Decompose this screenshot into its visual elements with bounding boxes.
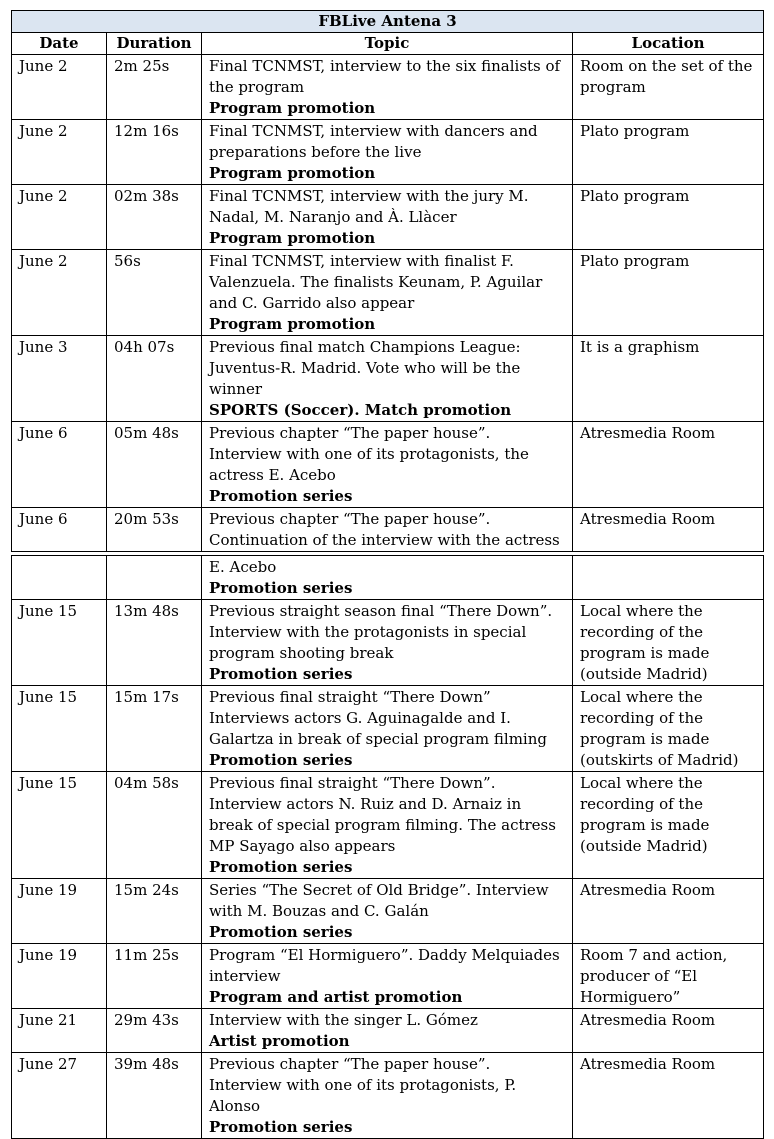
promotion-category: Program promotion bbox=[209, 99, 376, 117]
topic-text: Interview with the singer L. Gómez bbox=[209, 1011, 478, 1029]
header-topic: Topic bbox=[202, 33, 573, 55]
cell-location: Atresmedia Room bbox=[573, 422, 764, 508]
header-location: Location bbox=[573, 33, 764, 55]
promotion-category: Promotion series bbox=[209, 579, 353, 597]
topic-text: Previous straight season final “There Down”. Interview with the protagonists in special program shooting break bbox=[209, 602, 553, 662]
schedule-table-container bbox=[11, 10, 763, 1139]
cell-duration: 2m 25s bbox=[107, 55, 202, 120]
cell-topic bbox=[202, 556, 573, 600]
cell-date: June 19 bbox=[12, 944, 107, 1009]
schedule-table bbox=[11, 10, 764, 1139]
topic-text: Series “The Secret of Old Bridge”. Interview with M. Bouzas and C. Galán bbox=[209, 881, 549, 920]
table-row bbox=[12, 422, 764, 508]
cell-location: Local where the recording of the program is made (outskirts of Madrid) bbox=[573, 686, 764, 772]
cell-location: Room on the set of the program bbox=[573, 55, 764, 120]
promotion-category: Promotion series bbox=[209, 487, 353, 505]
table-row bbox=[12, 772, 764, 879]
cell-location: Atresmedia Room bbox=[573, 1053, 764, 1139]
cell-topic bbox=[202, 508, 573, 552]
table-row bbox=[12, 686, 764, 772]
table-row bbox=[12, 120, 764, 185]
cell-date: June 6 bbox=[12, 508, 107, 552]
table-row bbox=[12, 879, 764, 944]
cell-date: June 21 bbox=[12, 1009, 107, 1053]
promotion-category: SPORTS (Soccer). Match promotion bbox=[209, 401, 512, 419]
topic-text: Previous final straight “There Down”. Interview actors N. Ruiz and D. Arnaiz in break of special program filming. The actress MP Sayago also appears bbox=[209, 774, 556, 855]
topic-text: Previous chapter “The paper house”. Interview with one of its protagonists, P. Alonso bbox=[209, 1055, 517, 1115]
cell-location: Plato program bbox=[573, 250, 764, 336]
cell-duration: 04m 58s bbox=[107, 772, 202, 879]
cell-topic bbox=[202, 879, 573, 944]
topic-text: Final TCNMST, interview to the six finalists of the program bbox=[209, 57, 561, 96]
table-row bbox=[12, 185, 764, 250]
cell-duration: 15m 24s bbox=[107, 879, 202, 944]
cell-duration: 20m 53s bbox=[107, 508, 202, 552]
table-row bbox=[12, 556, 764, 600]
cell-topic bbox=[202, 1053, 573, 1139]
cell-location: Atresmedia Room bbox=[573, 879, 764, 944]
promotion-category: Promotion series bbox=[209, 858, 353, 876]
table-row bbox=[12, 1009, 764, 1053]
cell-duration: 15m 17s bbox=[107, 686, 202, 772]
topic-text: E. Acebo bbox=[209, 558, 277, 576]
promotion-category: Artist promotion bbox=[209, 1032, 350, 1050]
table-row bbox=[12, 600, 764, 686]
cell-topic bbox=[202, 686, 573, 772]
table-row bbox=[12, 55, 764, 120]
cell-date: June 2 bbox=[12, 250, 107, 336]
cell-duration: 02m 38s bbox=[107, 185, 202, 250]
cell-topic bbox=[202, 185, 573, 250]
cell-topic bbox=[202, 120, 573, 185]
table-row bbox=[12, 1053, 764, 1139]
topic-text: Previous chapter “The paper house”. Interview with one of its protagonists, the actress E. Acebo bbox=[209, 424, 529, 484]
cell-topic bbox=[202, 600, 573, 686]
promotion-category: Promotion series bbox=[209, 751, 353, 769]
cell-location: Plato program bbox=[573, 120, 764, 185]
cell-date: June 2 bbox=[12, 185, 107, 250]
cell-date: June 19 bbox=[12, 879, 107, 944]
table-row bbox=[12, 944, 764, 1009]
cell-duration: 04h 07s bbox=[107, 336, 202, 422]
promotion-category: Promotion series bbox=[209, 665, 353, 683]
cell-duration: 29m 43s bbox=[107, 1009, 202, 1053]
cell-duration: 13m 48s bbox=[107, 600, 202, 686]
topic-text: Previous final straight “There Down” Interviews actors G. Aguinagalde and I. Galartza in break of special program filming bbox=[209, 688, 547, 748]
cell-date: June 3 bbox=[12, 336, 107, 422]
table-body bbox=[12, 55, 764, 1139]
cell-location: It is a graphism bbox=[573, 336, 764, 422]
cell-topic bbox=[202, 944, 573, 1009]
cell-date: June 6 bbox=[12, 422, 107, 508]
topic-text: Program “El Hormiguero”. Daddy Melquiades interview bbox=[209, 946, 560, 985]
cell-duration: 12m 16s bbox=[107, 120, 202, 185]
cell-topic bbox=[202, 772, 573, 879]
table-row bbox=[12, 250, 764, 336]
cell-topic bbox=[202, 422, 573, 508]
topic-text: Previous chapter “The paper house”. Continuation of the interview with the actress bbox=[209, 510, 560, 549]
cell-date: June 27 bbox=[12, 1053, 107, 1139]
promotion-category: Program promotion bbox=[209, 229, 376, 247]
cell-topic bbox=[202, 55, 573, 120]
topic-text: Final TCNMST, interview with finalist F. Valenzuela. The finalists Keunam, P. Aguilar and C. Garrido also appear bbox=[209, 252, 543, 312]
cell-date: June 15 bbox=[12, 600, 107, 686]
cell-duration: 39m 48s bbox=[107, 1053, 202, 1139]
cell-location: Atresmedia Room bbox=[573, 1009, 764, 1053]
cell-location: Plato program bbox=[573, 185, 764, 250]
promotion-category: Program and artist promotion bbox=[209, 988, 463, 1006]
topic-text: Final TCNMST, interview with the jury M. Nadal, M. Naranjo and À. Llàcer bbox=[209, 187, 529, 226]
promotion-category: Promotion series bbox=[209, 923, 353, 941]
cell-duration: 56s bbox=[107, 250, 202, 336]
promotion-category: Program promotion bbox=[209, 164, 376, 182]
cell-duration: 11m 25s bbox=[107, 944, 202, 1009]
topic-text: Final TCNMST, interview with dancers and preparations before the live bbox=[209, 122, 538, 161]
table-title: FBLive Antena 3 bbox=[12, 11, 764, 33]
cell-location: Atresmedia Room bbox=[573, 508, 764, 552]
cell-location: Room 7 and action, producer of “El Hormiguero” bbox=[573, 944, 764, 1009]
promotion-category: Promotion series bbox=[209, 1118, 353, 1136]
cell-date: June 2 bbox=[12, 55, 107, 120]
table-row bbox=[12, 508, 764, 552]
cell-topic bbox=[202, 1009, 573, 1053]
cell-location: Local where the recording of the program is made (outside Madrid) bbox=[573, 600, 764, 686]
cell-topic bbox=[202, 336, 573, 422]
cell-date bbox=[12, 556, 107, 600]
cell-topic bbox=[202, 250, 573, 336]
header-duration: Duration bbox=[107, 33, 202, 55]
cell-duration bbox=[107, 556, 202, 600]
cell-date: June 2 bbox=[12, 120, 107, 185]
cell-duration: 05m 48s bbox=[107, 422, 202, 508]
cell-location bbox=[573, 556, 764, 600]
cell-location: Local where the recording of the program is made (outside Madrid) bbox=[573, 772, 764, 879]
promotion-category: Program promotion bbox=[209, 315, 376, 333]
cell-date: June 15 bbox=[12, 686, 107, 772]
cell-date: June 15 bbox=[12, 772, 107, 879]
header-date: Date bbox=[12, 33, 107, 55]
table-row bbox=[12, 336, 764, 422]
topic-text: Previous final match Champions League: Juventus-R. Madrid. Vote who will be the winner bbox=[209, 338, 521, 398]
